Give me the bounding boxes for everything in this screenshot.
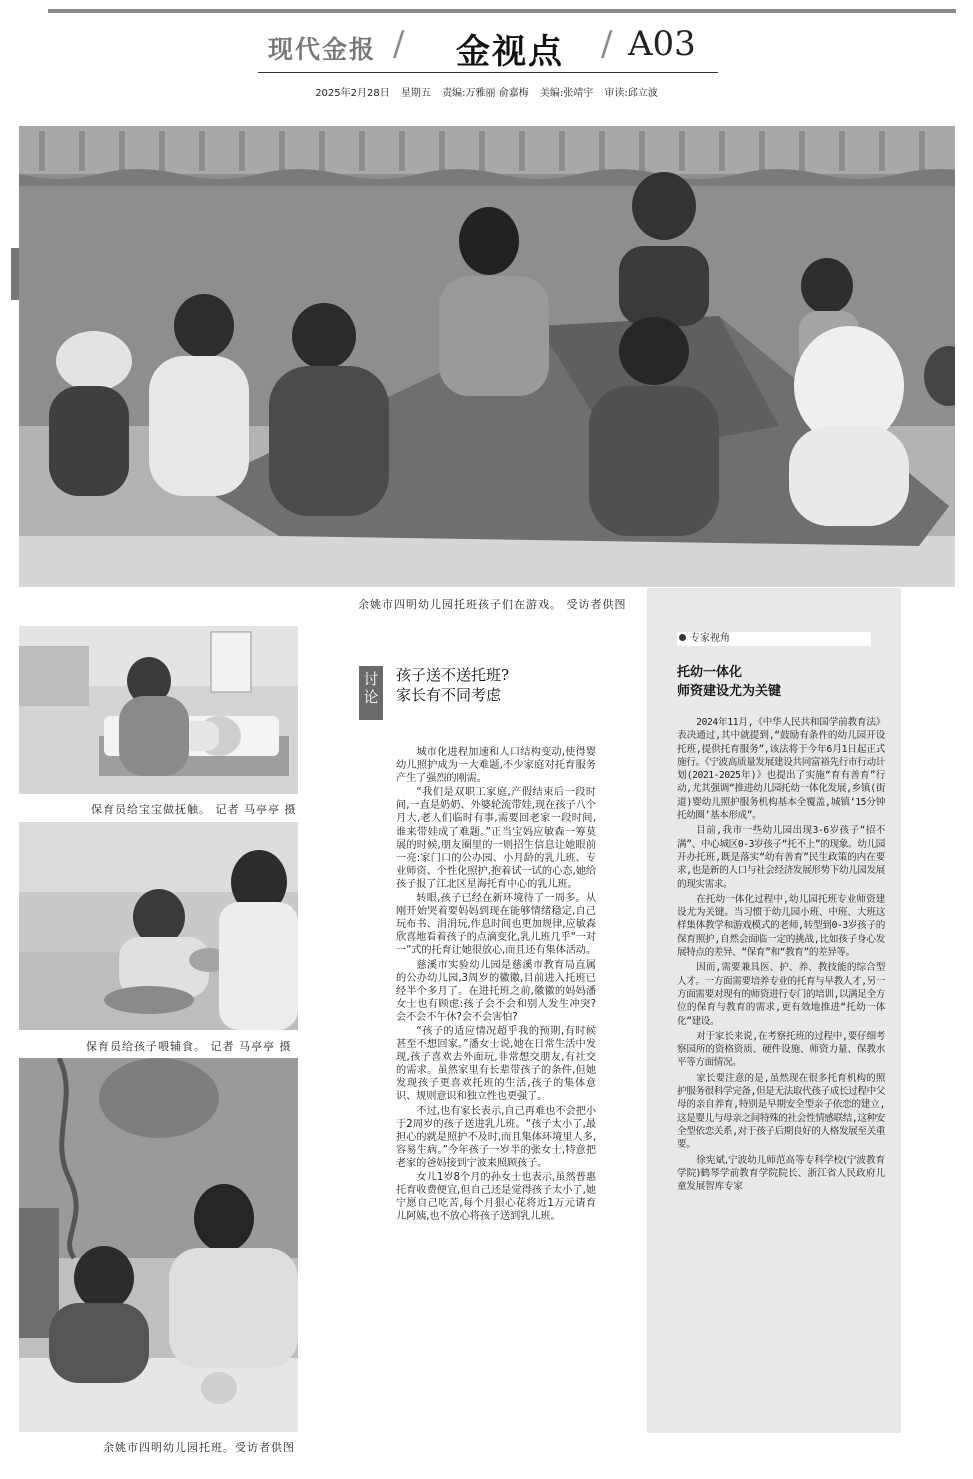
sidebar-author: 徐宪斌,宁波幼儿师范高等专科学校(宁波教育学院)鹤琴学前教育学院院长、浙江省人民政府儿童发展智库专家 xyxy=(677,1154,885,1193)
sidebar-title-line2: 师资建设尤为关键 xyxy=(677,684,782,699)
photo-care xyxy=(19,1058,298,1432)
sidebar-title-line1: 托幼一体化 xyxy=(677,665,743,680)
photo-feeding-caption: 保育员给孩子喂辅食。 记者 马亭亭 摄 xyxy=(86,1040,292,1053)
photo-massage xyxy=(19,626,298,794)
masthead-divider: / xyxy=(601,24,613,64)
bullet-icon xyxy=(679,634,686,641)
masthead-divider: / xyxy=(393,24,405,64)
issue-date: 2025年2月28日 xyxy=(315,88,390,99)
article-paragraph: 不过,也有家长表示,自己再难也不会把小于2周岁的孩子送进乳儿班。“孩子太小了,最担心的就是照护不及时,而且集体环境里人多,容易生病。”今年孩子一岁半的张女士,特意把老家的爸妈接到宁波来照顾孩子。 xyxy=(396,1105,596,1169)
sidebar-paragraph: 在托幼一体化过程中,幼儿园托班专业师资建设尤为关键。当习惯于幼儿园小班、中班、大班这样集体教学和游戏模式的老师,转型到0-3岁孩子的保育照护,自然会面临一定的挑战,比如孩子身心发展特点的差异、“保育”和“教育”的差异等。 xyxy=(677,893,885,959)
photo-massage-caption: 保育员给宝宝做抚触。 记者 马亭亭 摄 xyxy=(91,803,297,816)
masthead xyxy=(0,22,973,72)
article-tag: 讨论 xyxy=(359,666,383,720)
weekday: 星期五 xyxy=(400,88,431,99)
article-headline xyxy=(396,665,509,705)
sidebar-label xyxy=(677,632,871,646)
dateline xyxy=(0,84,973,99)
edge-marker xyxy=(11,248,19,300)
sidebar-paragraph: 2024年11月,《中华人民共和国学前教育法》表决通过,其中就提到,“鼓励有条件的幼儿园开设托班,提供托育服务”,该法将于今年6月1日起正式施行。《宁波高质量发展建设共同富裕先行市行动计划(2021-2025年)》也提出了实施“育有善育”行动,尤其强调“推进幼儿园托幼一体化发展,乡镇(街道)婴幼儿照护服务机构基本全覆盖,城镇‘15分钟托幼圈’基本形成”。 xyxy=(677,717,885,822)
article-paragraph: 女儿1岁8个月的孙女士也表示,虽然普惠托育收费便宜,但自己还是觉得孩子太小了,她宁愿自己吃苦,每个月狠心花将近1万元请育儿阿姨,也不放心将孩子送到乳儿班。 xyxy=(396,1172,596,1223)
sidebar-body xyxy=(677,716,885,1195)
headline-line2: 家长有不同考虑 xyxy=(396,686,502,704)
main-photo xyxy=(19,126,955,587)
top-rule xyxy=(48,9,956,13)
sidebar-label-text: 专家视角 xyxy=(690,633,730,644)
paper-name: 现代金报 xyxy=(268,35,377,64)
photo-feeding xyxy=(19,822,298,1030)
sidebar-paragraph: 因而,需要兼具医、护、养、教技能的综合型人才。一方面需要培养专业的托育与早教人才,另一方面需要对现有的师资进行专门的培训,以满足全方位的保育与教育的需求,更有效地推进“托幼一体化”建设。 xyxy=(677,962,885,1027)
sidebar-paragraph: 目前,我市一些幼儿园出现3-6岁孩子“招不满”、中心城区0-3岁孩子“托不上”的现象。幼儿园开办托班,既是落实“幼有善育”民生政策的内在要求,也是新的人口与社会经济发展形势下幼儿园发展的现实需求。 xyxy=(677,825,885,890)
article-body xyxy=(396,746,596,1224)
editor-credit: 责编:万雅丽 俞嘉梅 xyxy=(442,88,529,99)
sidebar-title xyxy=(677,663,781,701)
sidebar-paragraph: 家长要注意的是,虽然现在很多托育机构的照护服务很科学完备,但是无法取代孩子成长过程中父母的亲自养育,特别是早期安全型亲子依恋的建立,这是婴儿与母亲之间特殊的社会性情感联结,这种安全型依恋关系,对于孩子后期良好的人格发展至关重要。 xyxy=(677,1072,885,1151)
section-name: 金视点 xyxy=(456,32,564,72)
masthead-rule xyxy=(258,72,718,73)
main-photo-caption: 余姚市四明幼儿园托班孩子们在游戏。 受访者供图 xyxy=(358,598,627,611)
article-paragraph: 慈溪市实验幼儿园是慈溪市教育局直属的公办幼儿园,3周岁的徽徽,目前进入托班已经半个多月了。在进托班之前,徽徽的妈妈潘女士也有顾虑:孩子会不会和别人发生冲突?会不会不午休?会不会害怕? xyxy=(396,959,596,1023)
article-paragraph: “我们是双职工家庭,产假结束后一段时间,一直是奶奶、外婆轮流带娃,现在孩子八个月大,老人们临时有事,需要回老家一段时间,谁来带娃成了难题。”正当宝妈应敏森一筹莫展的时候,朋友圈里的一则招生信息让她眼前一亮:家门口的公办园、小月龄的乳儿班、专业师资、个性化照护,抱着试一试的心态,她给孩子报了江北区星海托育中心的乳儿班。 xyxy=(396,787,596,890)
article-paragraph: “孩子的适应情况超乎我的预期,有时候甚至不想回家。”潘女士说,她在日常生活中发现,孩子喜欢去外面玩,非常想交朋友,有社交的需求。虽然家里有长辈带孩子的条件,但她发现孩子更喜欢托班的生活,孩子的集体意识、规则意识和独立性也更强了。 xyxy=(396,1025,596,1103)
designer-credit: 美编:张靖宇 xyxy=(539,88,594,99)
headline-line1: 孩子送不送托班? xyxy=(396,666,510,684)
page-number: A03 xyxy=(628,24,696,64)
article-paragraph: 转眼,孩子已经在新环境待了一周多。从刚开始哭着要妈妈到现在能够情绪稳定,自己玩布书、涓涓玩,作息时间也更加规律,应敏森欣喜地看着孩子的点滴变化,乳儿班几乎“一对一”式的托育让她很放心,而且还有集体活动。 xyxy=(396,893,596,957)
article-paragraph: 城市化进程加速和人口结构变动,使得婴幼儿照护成为一大难题,不少家庭对托育服务产生了强烈的刚需。 xyxy=(396,747,596,785)
sidebar-paragraph: 对于家长来说,在考察托班的过程中,要仔细考察园所的资格资质、硬件设施、师资力量、保教水平等方面情况。 xyxy=(677,1030,885,1069)
photo-care-caption: 余姚市四明幼儿园托班。受访者供图 xyxy=(103,1441,295,1454)
reviewer-credit: 审读:邱立波 xyxy=(604,88,658,99)
